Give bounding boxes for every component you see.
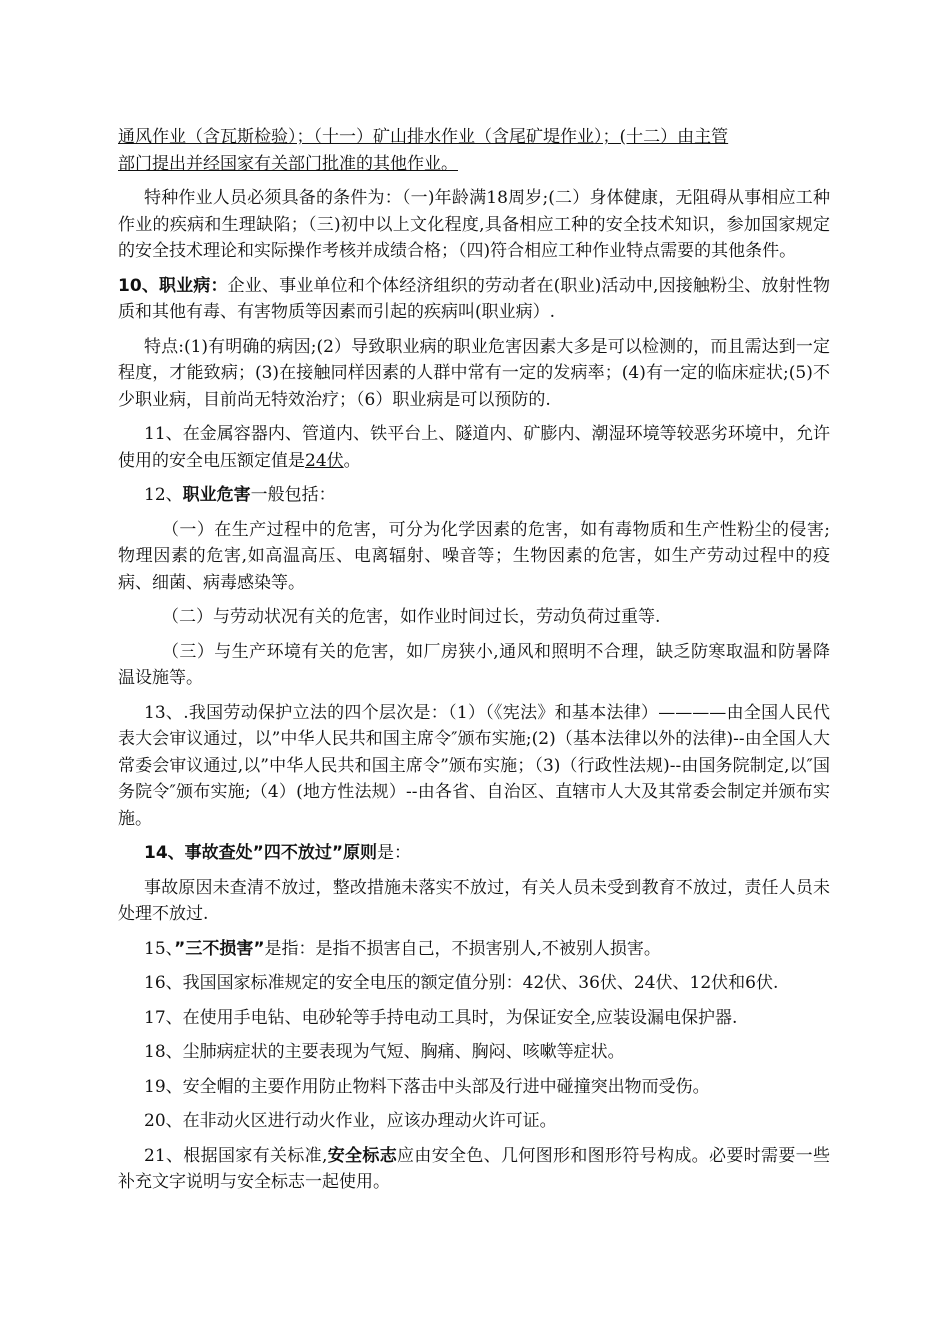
item-12 <box>118 482 830 509</box>
item-13: 13、.我国劳动保护立法的四个层次是：（1）（《宪法》和基本法律）————由全国人民代表大会审议通过，以”中华人民共和国主席令″颁布实施;(2)（基本法律以外的法律)--由全国人大常委会审议通过,以”中华人民共和国主席令”颁布实施；（3)（行政性法规)--由国务院制定,以″国务院令″颁布实施;（4）(地方性法规）--由各省、自治区、直辖市人大及其常委会制定并颁布实施。 <box>118 702 830 829</box>
item-12-term: 职业危害 <box>182 485 251 505</box>
top-paragraph <box>118 124 830 177</box>
item-11 <box>118 421 830 474</box>
item-21-term: 安全标志 <box>327 1145 398 1166</box>
item-11-text: 11、在金属容器内、管道内、铁平台上、隧道内、矿膨内、潮湿环境等较恶劣环境中，允许使用的安全电压额定值是 <box>118 424 830 471</box>
item-12-number: 12、 <box>144 485 183 505</box>
item-15-term: ”三不损害” <box>174 938 265 959</box>
item-18: 18、尘肺病症状的主要表现为气短、胸痛、胸闷、咳嗽等症状。 <box>144 1042 625 1062</box>
top-line-1: 通风作业（含瓦斯检验）；（十一）矿山排水作业（含尾矿堤作业）；(十二）由主管 <box>118 127 729 147</box>
item-12-text: 一般包括： <box>250 485 336 505</box>
item-14-body: 事故原因未查清不放过，整改措施未落实不放过，有关人员未受到教育不放过，责任人员未处理不放过. <box>118 877 830 924</box>
item-21-rest: 应由安全色、几何图形和图形符号构成。必要时需要一些补充文字说明与安全标志一起使用。 <box>118 1145 831 1192</box>
item-17: 17、在使用手电钻、电砂轮等手持电动工具时，为保证安全,应装设漏电保护器. <box>144 1007 738 1028</box>
item-15-text: 是指：是指不损害自己，不损害别人,不被别人损害。 <box>264 938 661 959</box>
item-10-number: 10、 <box>118 275 159 296</box>
item-10-term: 职业病： <box>158 275 228 296</box>
item-19: 19、安全帽的主要作用防止物料下落击中头部及行进中碰撞突出物而受伤。 <box>144 1076 710 1097</box>
document-page <box>118 124 830 1204</box>
item-14-number: 14、 <box>144 843 185 863</box>
item-11-value: 24伏 <box>305 450 344 471</box>
item-10-text: 企业、事业单位和个体经济组织的劳动者在(职业)活动中,因接触粉尘、放射性物质和其他有毒、有害物质等因素而引起的疾病叫(职业病）. <box>118 275 830 322</box>
item-21-text: 21、根据国家有关标准, <box>144 1145 328 1166</box>
item-12-sub-3: （三）与生产环境有关的危害，如厂房狭小,通风和照明不合理，缺乏防寒取温和防暑降温设施等。 <box>118 641 830 688</box>
item-10-features: 特点:(1)有明确的病因;(2）导致职业病的职业危害因素大多是可以检测的，而且需达到一定程度，才能致病；(3)在接触同样因素的人群中常有一定的发病率；(4)有一定的临床症状;(5)不少职业病，目前尚无特效治疗；（6）职业病是可以预防的. <box>118 336 830 410</box>
conditions-paragraph: 特种作业人员必须具备的条件为：（一)年龄满18周岁;(二）身体健康，无阻碍从事相应工种作业的疾病和生理缺陷；（三)初中以上文化程度,具备相应工种的安全技术知识，参加国家规定的安全技术理论和实际操作考核并成绩合格；（四)符合相应工种作业特点需要的其他条件。 <box>118 188 830 261</box>
item-14-term: 事故查处”四不放过”原则 <box>184 843 378 863</box>
top-line-2: 部门提出并经国家有关部门批准的其他作业。 <box>118 153 458 174</box>
item-16: 16、我国国家标准规定的安全电压的额定值分别：42伏、36伏、24伏、12伏和6伏. <box>144 973 779 993</box>
item-20: 20、在非动火区进行动火作业，应该办理动火许可证。 <box>144 1111 557 1131</box>
item-12-sub-1: （一）在生产过程中的危害，可分为化学因素的危害，如有毒物质和生产性粉尘的侵害;物理因素的危害,如高温高压、电离辐射、噪音等；生物因素的危害，如生产劳动过程中的疫病、细菌、病毒感染等。 <box>118 519 830 593</box>
item-14-text: 是： <box>377 843 412 863</box>
item-21 <box>118 1143 830 1196</box>
item-14 <box>118 840 830 867</box>
item-12-sub-2: （二）与劳动状况有关的危害，如作业时间过长，劳动负荷过重等. <box>162 607 661 627</box>
item-15-number: 15、 <box>144 938 175 959</box>
item-11-end: 。 <box>343 450 361 471</box>
item-15 <box>118 936 830 963</box>
item-10 <box>118 273 830 326</box>
